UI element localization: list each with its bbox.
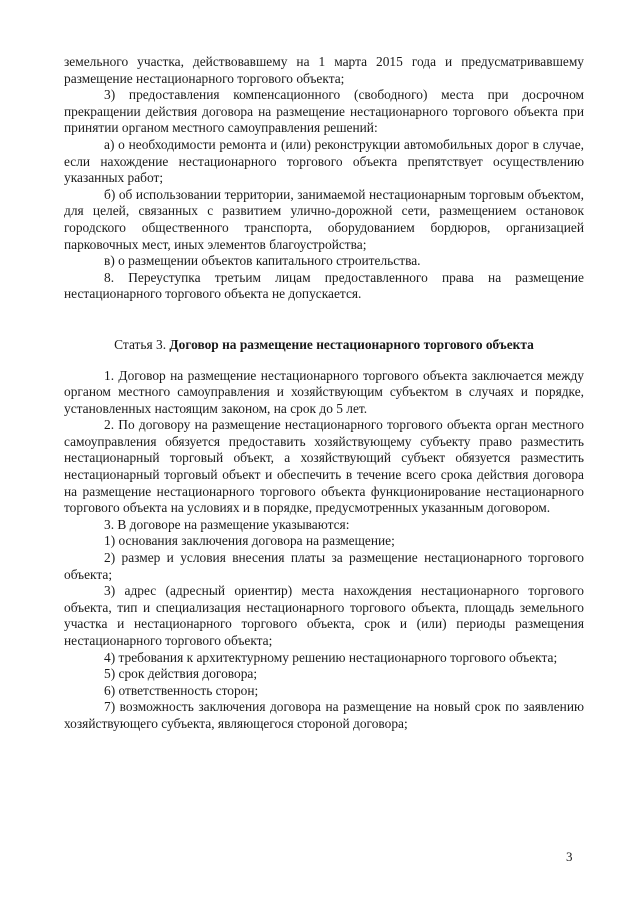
article-label: Статья 3. [114,336,167,352]
document-page [64,54,584,733]
article-list-item-2: 2) размер и условия внесения платы за размещение нестационарного торгового объекта; [64,550,584,582]
heading-after-spacer [64,354,584,368]
heading-spacer [64,303,584,337]
paragraph-item-3: 3) предоставления компенсационного (свободного) места при досрочном прекращении действия договора на размещение нестационарного торгового объекта при принятии органом местного самоуправления решений: [64,87,584,136]
article-heading [64,337,584,354]
article-list-item-5: 5) срок действия договора; [104,666,258,682]
paragraph-item-8: 8. Переуступка третьим лицам предоставленного права на размещение нестационарного торгового объекта не допускается. [64,269,584,302]
article-paragraph-1: 1. Договор на размещение нестационарного торгового объекта заключается между органом местного самоуправления и хозяйствующим субъектом в случаях и порядке, установленных настоящим законом, на срок до 5 лет. [64,367,584,416]
paragraph-subitem-a: а) о необходимости ремонта и (или) реконструкции автомобильных дорог в случае, если нахождение нестационарного торгового объекта препятствует осуществлению указанных работ; [64,136,584,186]
article-paragraph-2: 2. По договору на размещение нестационарного торгового объекта орган местного самоуправления обязуется предоставить хозяйствующему субъекту право разместить нестационарный торговый объект, а хозяйствующий субъект обязуется разместить нестационарный торговый объект и обеспечить в течение всего срока действия договора на размещение нестационарного торгового объекта функционирование нестационарного торгового объекта на условиях и в порядке, предусмотренных указанным договором. [64,417,584,516]
article-list-item-4: 4) требования к архитектурному решению нестационарного торгового объекта; [104,649,558,665]
article-list-item-6: 6) ответственность сторон; [104,682,259,698]
article-list-item-7: 7) возможность заключения договора на размещение на новый срок по заявлению хозяйствующего субъекта, являющегося стороной договора; [64,699,584,731]
paragraph-subitem-v: в) о размещении объектов капитального строительства. [104,253,421,269]
article-list-item-1: 1) основания заключения договора на размещение; [104,533,395,549]
page-number: 3 [566,849,573,864]
paragraph-continuation: земельного участка, действовавшему на 1 марта 2015 года и предусматривавшему размещение нестационарного торгового объекта; [64,54,584,86]
article-paragraph-3: 3. В договоре на размещение указываются: [104,516,350,532]
paragraph-subitem-b: б) об использовании территории, занимаемой нестационарным торговым объектом, для целей, связанных с развитием улично-дорожной сети, размещением остановок городского общественного транспорта, оборудованием бордюров, организацией парковочных мест, иных элементов благоустройства; [64,186,584,252]
article-title: Договор на размещение нестационарного торгового объекта [169,336,534,352]
article-list-item-3: 3) адрес (адресный ориентир) места нахождения нестационарного торгового объекта, тип и специализация нестационарного торгового объекта, площадь земельного участка и нестационарного торгового объекта, срок и (или) периоды размещения нестационарного торгового объекта; [64,583,584,648]
